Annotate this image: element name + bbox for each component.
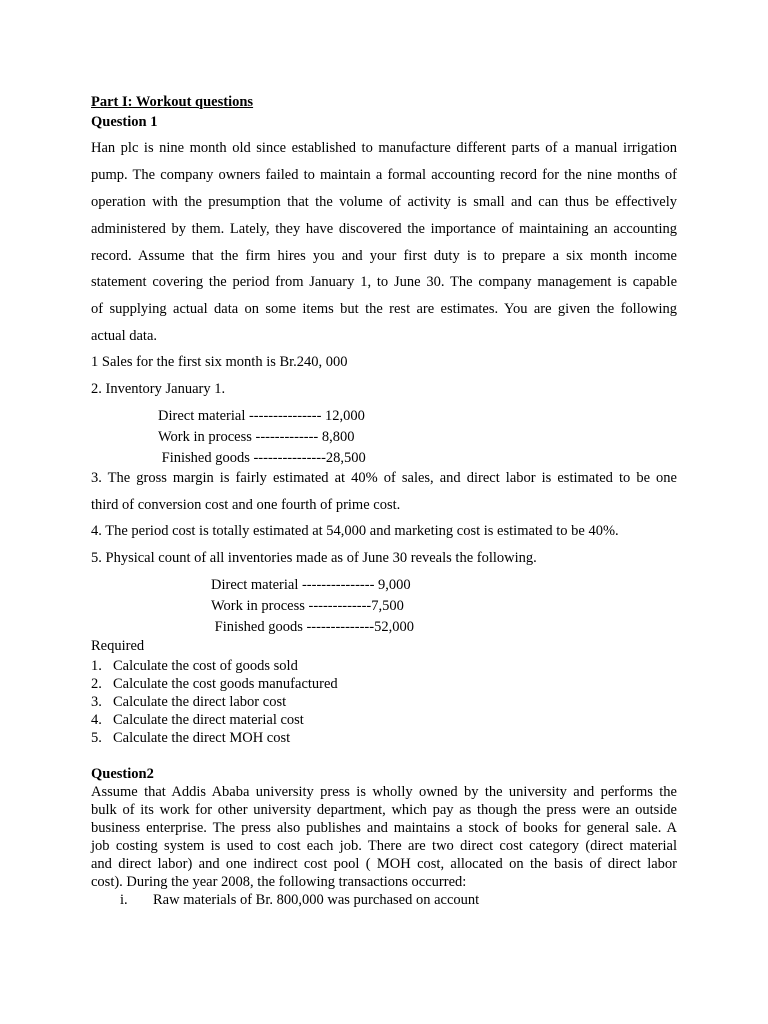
list-number: 1. [91, 658, 102, 674]
list-number: 3. [91, 694, 102, 710]
list-text: Raw materials of Br. 800,000 was purchased on account [153, 892, 480, 908]
list-number: 5. [91, 730, 102, 746]
q2-paragraph-line: bulk of its work for other university department, which pay as though the press were an outside [91, 802, 677, 818]
list-number: 2. [91, 676, 102, 692]
list-number: i. [120, 892, 128, 908]
inventory-jun-direct-material: Direct material --------------- 9,000 [211, 577, 411, 593]
q2-paragraph-line: and direct labor) and one indirect cost pool ( MOH cost, allocated on the basis of direct labor [91, 856, 677, 872]
q1-paragraph-line: operation with the presumption that the volume of activity is small and can thus be effectively [91, 194, 677, 210]
q1-item-physical-count: 5. Physical count of all inventories made as of June 30 reveals the following. [91, 550, 537, 566]
q1-item-sales: 1 Sales for the first six month is Br.240, 000 [91, 354, 348, 370]
q1-paragraph-line: of supplying actual data on some items but the rest are estimates. You are given the following [91, 301, 677, 317]
q1-item-inventory-jan: 2. Inventory January 1. [91, 381, 226, 397]
q1-paragraph-line: actual data. [91, 328, 158, 344]
q2-paragraph-line: job costing system is used to cost each job. There are two direct cost category (direct material [91, 838, 677, 854]
question-1-heading: Question 1 [91, 114, 158, 130]
inventory-jan-direct-material: Direct material --------------- 12,000 [158, 408, 365, 424]
q2-paragraph-line: business enterprise. The press also publishes and maintains a stock of books for general sale. A [91, 820, 677, 836]
q2-paragraph-line: Assume that Addis Ababa university press is wholly owned by the university and performs the [91, 784, 677, 800]
inventory-jan-wip: Work in process ------------- 8,800 [158, 429, 355, 445]
q1-paragraph-line: Han plc is nine month old since established to manufacture different parts of a manual irrigation [91, 140, 677, 156]
list-number: 4. [91, 712, 102, 728]
inventory-jun-wip: Work in process -------------7,500 [211, 598, 404, 614]
q1-item-gross-margin-cont: third of conversion cost and one fourth of prime cost. [91, 497, 401, 513]
q1-paragraph-line: record. Assume that the firm hires you and your first duty is to prepare a six month income [91, 248, 677, 264]
q1-item-gross-margin: 3. The gross margin is fairly estimated at 40% of sales, and direct labor is estimated to be one [91, 470, 677, 486]
list-text: Calculate the cost goods manufactured [113, 676, 338, 692]
list-text: Calculate the direct labor cost [113, 694, 287, 710]
q1-paragraph-line: pump. The company owners failed to maintain a formal accounting record for the nine months of [91, 167, 677, 183]
inventory-jun-finished-goods: Finished goods --------------52,000 [211, 619, 414, 635]
q2-paragraph-line: cost). During the year 2008, the following transactions occurred: [91, 874, 467, 890]
list-text: Calculate the cost of goods sold [113, 658, 298, 674]
required-label: Required [91, 638, 145, 654]
part-heading: Part I: Workout questions [91, 94, 254, 110]
question-2-heading: Question2 [91, 766, 154, 782]
q1-paragraph-line: statement covering the period from January 1, to June 30. The company management is capable [91, 274, 677, 290]
list-text: Calculate the direct MOH cost [113, 730, 291, 746]
q1-item-period-cost: 4. The period cost is totally estimated at 54,000 and marketing cost is estimated to be 40%. [91, 523, 619, 539]
list-text: Calculate the direct material cost [113, 712, 304, 728]
q1-paragraph-line: administered by them. Lately, they have discovered the importance of maintaining an accounting [91, 221, 677, 237]
inventory-jan-finished-goods: Finished goods ---------------28,500 [158, 450, 366, 466]
